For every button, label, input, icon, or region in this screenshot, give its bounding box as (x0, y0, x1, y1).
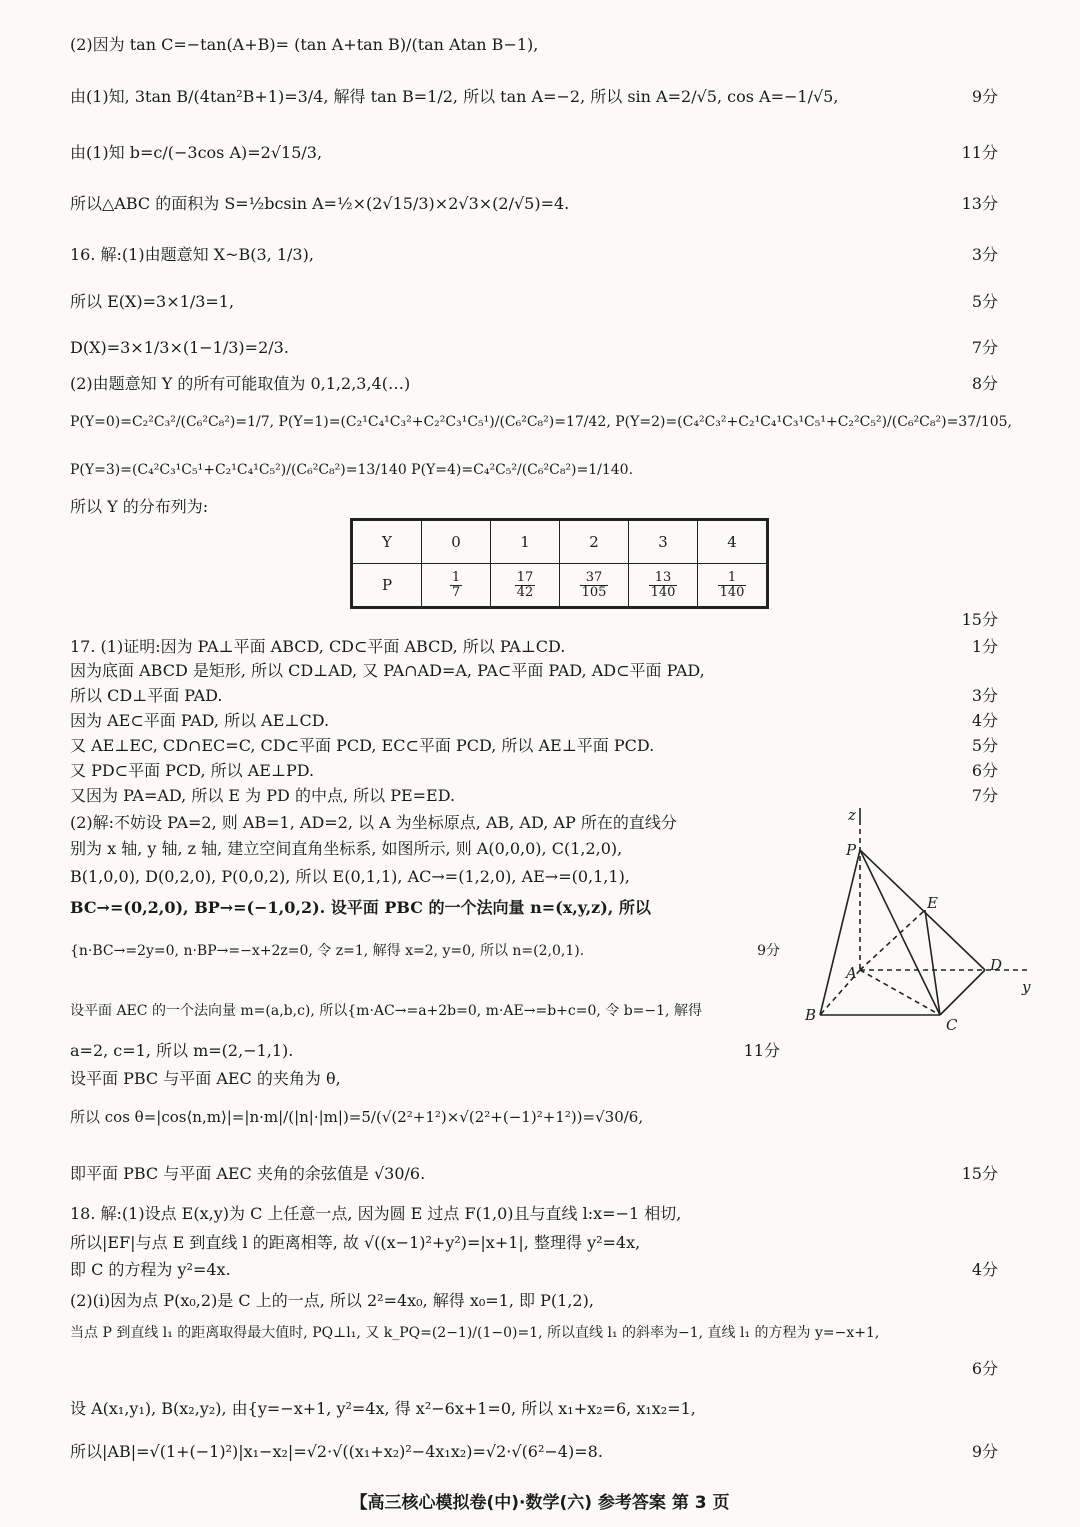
label-b: B (805, 1006, 817, 1024)
line-17: 又 PD⊂平面 PCD, 所以 AE⊥PD. 6分 (70, 761, 998, 780)
score: 5分 (971, 292, 998, 311)
line-30: 所以|EF|与点 E 到直线 l 的距离相等, 故 √((x−1)²+y²)=|x+1|, 整理得 y²=4x, (70, 1233, 641, 1252)
line-21: B(1,0,0), D(0,2,0), P(0,0,2), 所以 E(0,1,1), AC→=(1,2,0), AE→=(0,1,1), (70, 867, 630, 886)
line-6: D(X)=3×1/3×(1−1/3)=2/3. 7分 (70, 338, 998, 357)
line-8: P(Y=0)=C₂²C₃²/(C₆²C₈²)=1/7, P(Y=1)=(C₂¹C₄¹C₃²+C₂²C₃¹C₅¹)/(C₆²C₈²)=17/42, P(Y=2)=(C₄²C₃²+C₂¹C₄¹C₃¹C₅¹+C₂²C₅²)/(C₆²C₈²)=37/105, (70, 414, 1012, 430)
score: 11分 (961, 143, 998, 162)
score: 9分 (757, 943, 780, 959)
cd-edge (940, 970, 985, 1015)
table-cell: 1 (491, 520, 560, 564)
score: 4分 (971, 1260, 998, 1279)
line-12: 17. (1)证明:因为 PA⊥平面 ABCD, CD⊂平面 ABCD, 所以 PA⊥CD. 1分 (70, 637, 998, 656)
line-3: 所以△ABC 的面积为 S=½bcsin A=½×(2√15/3)×2√3×(2/√5)=4. 13分 (70, 194, 998, 213)
label-p: P (846, 841, 857, 859)
pb-edge (820, 850, 860, 1015)
line-26: 设平面 PBC 与平面 AEC 的夹角为 θ, (70, 1069, 341, 1088)
score: 15分 (961, 1164, 998, 1183)
score: 9分 (971, 1442, 998, 1461)
table-cell: 2 (560, 520, 629, 564)
line-36: 所以|AB|=√(1+(−1)²)|x₁−x₂|=√2·√((x₁+x₂)²−4x₁x₂)=√2·√(6²−4)=8. 9分 (70, 1442, 998, 1461)
line-15: 因为 AE⊂平面 PAD, 所以 AE⊥CD. 4分 (70, 711, 998, 730)
table-row (352, 564, 768, 608)
score: 1分 (971, 637, 998, 656)
table-cell: P (352, 564, 422, 608)
score: 3分 (971, 245, 998, 264)
line-5: 所以 E(X)=3×1/3=1, 5分 (70, 292, 998, 311)
label-a: A (846, 964, 857, 982)
line-20: 别为 x 轴, y 轴, z 轴, 建立空间直角坐标系, 如图所示, 则 A(0,0,0), C(1,2,0), (70, 839, 623, 858)
line-9: P(Y=3)=(C₄²C₃¹C₅¹+C₂¹C₄¹C₅²)/(C₆²C₈²)=13/140 P(Y=4)=C₄²C₅²/(C₆²C₈²)=1/140. (70, 462, 634, 478)
pd-edge (860, 850, 985, 970)
line-10: 所以 Y 的分布列为: (70, 497, 209, 516)
score: 7分 (971, 786, 998, 805)
table-cell: Y (352, 520, 422, 564)
ac-edge (860, 970, 940, 1015)
score: 9分 (971, 87, 998, 106)
line-1: 由(1)知, 3tan B/(4tan²B+1)=3/4, 解得 tan B=1/2, 所以 tan A=−2, 所以 sin A=2/√5, cos A=−1/√5, 9分 (70, 87, 998, 106)
score: 5分 (971, 736, 998, 755)
line-7: (2)由题意知 Y 的所有可能取值为 0,1,2,3,4(…) 8分 (70, 374, 998, 393)
distribution-table (350, 518, 769, 609)
ae-edge (860, 910, 925, 970)
score: 13分 (961, 194, 998, 213)
score: 4分 (971, 711, 998, 730)
line-29: 18. 解:(1)设点 E(x,y)为 C 上任意一点, 因为圆 E 过点 F(1,0)且与直线 l:x=−1 相切, (70, 1204, 682, 1223)
score: 11分 (743, 1041, 780, 1060)
score: 3分 (971, 686, 998, 705)
line-16: 又 AE⊥EC, CD∩EC=C, CD⊂平面 PCD, EC⊂平面 PCD, 所以 AE⊥平面 PCD. 5分 (70, 736, 998, 755)
line-23: {n·BC→=2y=0, n·BP→=−x+2z=0, 令 z=1, 解得 x=2, y=0, 所以 n=(2,0,1). 9分 (70, 940, 780, 962)
line-22: BC→=(0,2,0), BP→=(−1,0,2). 设平面 PBC 的一个法向量 n=(x,y,z), 所以 (70, 898, 651, 917)
table-cell: $\frac{17}{42}$ (491, 564, 560, 608)
line-28: 即平面 PBC 与平面 AEC 夹角的余弦值是 √30/6. 15分 (70, 1164, 998, 1183)
table-cell: $\frac{13}{140}$ (629, 564, 698, 608)
line-32: (2)(ⅰ)因为点 P(x₀,2)是 C 上的一点, 所以 2²=4x₀, 解得 x₀=1, 即 P(1,2), (70, 1291, 594, 1310)
line-25: a=2, c=1, 所以 m=(2,−1,1). 11分 (70, 1041, 780, 1060)
line-33: 当点 P 到直线 l₁ 的距离取得最大值时, PQ⊥l₁, 又 k_PQ=(2−1)/(1−0)=1, 所以直线 l₁ 的斜率为−1, 直线 l₁ 的方程为 y=−x+1, (70, 1325, 880, 1341)
table-cell: $\frac{1}{140}$ (698, 564, 768, 608)
page-footer: 【高三核心模拟卷(中)·数学(六) 参考答案 第 3 页 (350, 1493, 730, 1513)
table-cell: $\frac{37}{105}$ (560, 564, 629, 608)
label-e: E (927, 894, 938, 912)
table-row (352, 520, 768, 564)
score: 7分 (971, 338, 998, 357)
line-19: (2)解:不妨设 PA=2, 则 AB=1, AD=2, 以 A 为坐标原点, AB, AD, AP 所在的直线分 (70, 813, 677, 832)
line-35: 设 A(x₁,y₁), B(x₂,y₂), 由{y=−x+1, y²=4x, 得 x²−6x+1=0, 所以 x₁+x₂=6, x₁x₂=1, (70, 1399, 696, 1418)
score: 6分 (971, 761, 998, 780)
line-13: 因为底面 ABCD 是矩形, 所以 CD⊥AD, 又 PA∩AD=A, PA⊂平面 PAD, AD⊂平面 PAD, (70, 661, 705, 680)
label-c: C (946, 1016, 958, 1034)
line-14: 所以 CD⊥平面 PAD. 3分 (70, 686, 998, 705)
line-2: 由(1)知 b=c/(−3cos A)=2√15/3, 11分 (70, 143, 998, 162)
table-cell: $\frac{1}{7}$ (422, 564, 491, 608)
label-z: z (848, 806, 856, 824)
line-31: 即 C 的方程为 y²=4x. 4分 (70, 1260, 998, 1279)
pyramid-figure (800, 800, 1050, 1060)
line-0: (2)因为 tan C=−tan(A+B)= (tan A+tan B)/(tan Atan B−1), (70, 35, 539, 54)
score: 15分 (961, 610, 998, 629)
line-27: 所以 cos θ=|cos⟨n,m⟩|=|n·m|/(|n|·|m|)=5/(√(2²+1²)×√(2²+(−1)²+1²))=√30/6, (70, 1108, 644, 1126)
table-cell: 3 (629, 520, 698, 564)
line-18: 又因为 PA=AD, 所以 E 为 PD 的中点, 所以 PE=ED. 7分 (70, 786, 998, 805)
table-cell: 0 (422, 520, 491, 564)
line-4: 16. 解:(1)由题意知 X~B(3, 1/3), 3分 (70, 245, 998, 264)
table-cell: 4 (698, 520, 768, 564)
label-y: y (1022, 978, 1031, 996)
line-24: 设平面 AEC 的一个法向量 m=(a,b,c), 所以{m·AC→=a+2b=0, m·AE→=b+c=0, 令 b=−1, 解得 (70, 1003, 702, 1019)
score: 6分 (971, 1359, 998, 1378)
score: 8分 (971, 374, 998, 393)
label-d: D (990, 956, 1003, 974)
